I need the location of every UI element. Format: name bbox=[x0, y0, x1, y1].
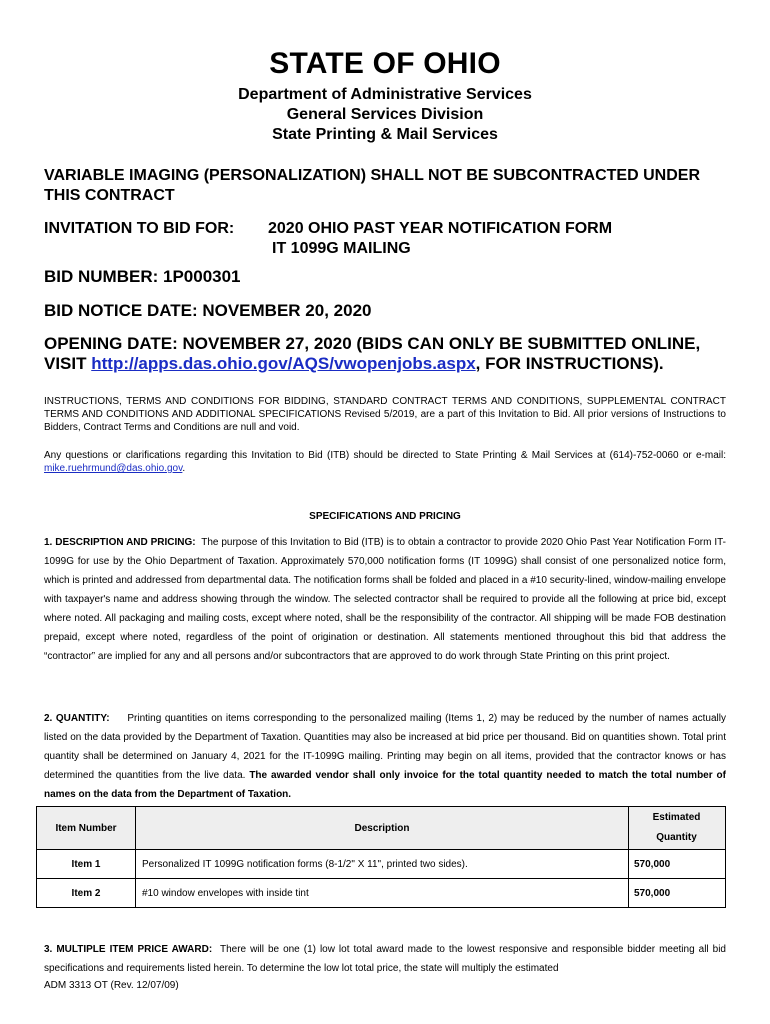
row-quantity: 570,000 bbox=[629, 879, 726, 908]
aqs-open-jobs-link[interactable]: http://apps.das.ohio.gov/AQS/vwopenjobs.aspx bbox=[91, 354, 476, 373]
header-estimated-quantity bbox=[629, 807, 726, 850]
questions-paragraph bbox=[44, 449, 726, 475]
section-1-label: 1. DESCRIPTION AND PRICING: bbox=[44, 537, 196, 548]
bid-notice-date: BID NOTICE DATE: NOVEMBER 20, 2020 bbox=[44, 301, 372, 320]
bid-number: BID NUMBER: 1P000301 bbox=[44, 267, 241, 286]
office-name: State Printing & Mail Services bbox=[272, 126, 498, 143]
opening-text: OPENING DATE: NOVEMBER 27, 2020 (BIDS CAN ONLY BE SUBMITTED ONLINE, VISIT bbox=[44, 334, 701, 373]
subcontract-notice: VARIABLE IMAGING (PERSONALIZATION) SHALL NOT BE SUBCONTRACTED UNDER THIS CONTRACT bbox=[44, 167, 700, 204]
row-description: #10 window envelopes with inside tint bbox=[136, 879, 629, 908]
row-description: Personalized IT 1099G notification forms (8-1/2" X 11", printed two sides). bbox=[136, 850, 629, 879]
division-name: General Services Division bbox=[286, 106, 484, 123]
itb-label: INVITATION TO BID FOR: bbox=[44, 220, 235, 237]
section-description-pricing bbox=[44, 533, 726, 666]
department-name: Department of Administrative Services bbox=[238, 86, 532, 103]
section-2-label: 2. QUANTITY: bbox=[44, 713, 110, 724]
header-item-number: Item Number bbox=[37, 807, 136, 850]
item-table bbox=[36, 806, 726, 908]
itb-heading bbox=[44, 219, 734, 239]
row-item-number: Item 2 bbox=[37, 879, 136, 908]
table-header-row bbox=[37, 807, 726, 850]
opening-text-end: , FOR INSTRUCTIONS). bbox=[475, 354, 664, 373]
section-1-text: The purpose of this Invitation to Bid (ITB) is to obtain a contractor to provide 2020 Ohio Past Year Notification Form IT-1099G for use by the Ohio Department of Taxation. Approximately 570,000 notification forms (IT 1099G) shall consist of one personalized notice form, which is printed and addressed from departmental data. The notification forms shall be folded and placed in a #10 security-lined, window-mailing envelope with taxpayer's name and address showing through the window. The selected contractor shall be required to provide all the following at price bid, except where noted. All packaging and mailing costs, except where noted, shall be the responsibility of the contractor. All shipping will be made FOB destination prepaid, except where noted, regardless of the point of origination or destination. All statements mentioned throughout this bid that address the “contractor” are implied for any and all persons and/or subcontractors that are approved to do work through State Printing on this print project. bbox=[44, 537, 726, 662]
section-2-text: Printing quantities on items corresponding to the personalized mailing (Items 1, 2) may be reduced by the number of names actually listed on the data provided by the Department of Taxation. Quantities may also be increased at bid price per thousand. Bid on quantities shown. Total print quantity shall be determined on January 4, 2021 for the IT-1099G mailing. Printing may begin on all items, provided that the contractor knows or has determined the quantities from the live data. bbox=[44, 713, 726, 781]
header-qty-line2: Quantity bbox=[656, 832, 697, 843]
section-multiple-item-award bbox=[44, 940, 726, 978]
form-footer: ADM 3313 OT (Rev. 12/07/09) bbox=[44, 980, 179, 991]
table-row bbox=[37, 879, 726, 908]
document-title: STATE OF OHIO bbox=[269, 47, 501, 80]
questions-text-end: . bbox=[182, 463, 186, 474]
itb-line2: IT 1099G MAILING bbox=[272, 240, 411, 257]
instructions-paragraph: INSTRUCTIONS, TERMS AND CONDITIONS FOR BIDDING, STANDARD CONTRACT TERMS AND CONDITIONS, SUPPLEMENTAL CONTRACT TERMS AND CONDITIONS AND ADDITIONAL SPECIFICATIONS Revised 5/2019, are a part of this Invitation to Bid. All prior versions of Instructions to Bidders, Contract Terms and Conditions are null and void. bbox=[44, 396, 726, 433]
itb-line1: 2020 OHIO PAST YEAR NOTIFICATION FORM bbox=[268, 220, 613, 237]
header-qty-line1: Estimated bbox=[652, 812, 701, 823]
section-quantity bbox=[44, 709, 726, 804]
contact-email-link[interactable]: mike.ruehrmund@das.ohio.gov bbox=[44, 463, 183, 474]
section-3-text: There will be one (1) low lot total award made to the lowest responsive and responsible bidder meeting all bid specifications and requirements listed herein. To determine the low lot total price, the state will multiply the estimated bbox=[44, 944, 726, 974]
row-item-number: Item 1 bbox=[37, 850, 136, 879]
opening-date bbox=[44, 334, 724, 374]
specifications-heading: SPECIFICATIONS AND PRICING bbox=[309, 511, 461, 522]
row-quantity: 570,000 bbox=[629, 850, 726, 879]
section-2-bold: The awarded vendor shall only invoice for the total quantity needed to match the total number of names on the data from the Department of Taxation. bbox=[44, 770, 726, 800]
header-description: Description bbox=[136, 807, 629, 850]
section-3-label: 3. MULTIPLE ITEM PRICE AWARD: bbox=[44, 944, 213, 955]
questions-text: Any questions or clarifications regarding this Invitation to Bid (ITB) should be directed to State Printing & Mail Services at (614)-752-0060 or e-mail: bbox=[44, 450, 726, 461]
table-row bbox=[37, 850, 726, 879]
